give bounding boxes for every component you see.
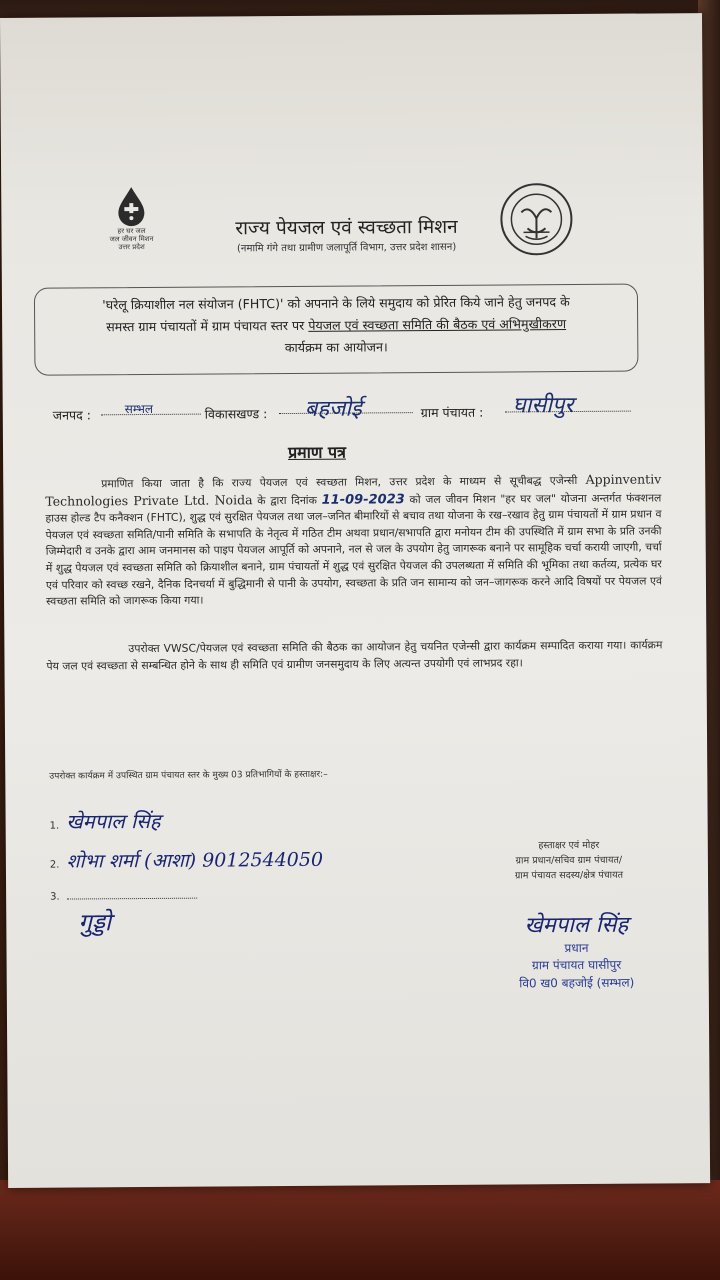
stamp-line-2: वि0 ख0 बहजोई (सम्भल) bbox=[519, 975, 635, 991]
har-ghar-jal-logo bbox=[101, 185, 162, 265]
district-value: सम्भल bbox=[124, 401, 154, 417]
logo-line-2: जल जीवन मिशन bbox=[109, 234, 154, 244]
participant-2-number: 2. bbox=[49, 859, 60, 871]
banner-line-3: कार्यक्रम का आयोजन। bbox=[284, 339, 388, 356]
program-date: 11-09-2023 bbox=[321, 491, 405, 508]
participant-2-signature: शोभा शर्मा (आशा) 9012544050 bbox=[66, 848, 324, 873]
signatory-line-1: हस्ताक्षर एवं मोहर bbox=[538, 839, 600, 852]
document-page bbox=[0, 13, 710, 1188]
banner-line-2 bbox=[43, 313, 629, 339]
signatory-line-3: ग्राम पंचायत सदस्य/क्षेत्र पंचायत bbox=[514, 869, 624, 882]
certificate-paragraph-1 bbox=[45, 471, 662, 610]
up-government-emblem bbox=[499, 182, 574, 257]
block-label: विकासखण्ड : bbox=[204, 406, 268, 422]
participant-3-dotted-line bbox=[67, 898, 197, 900]
participant-1-signature: खेमपाल सिंह bbox=[66, 808, 161, 834]
location-fields bbox=[52, 393, 673, 430]
participant-3 bbox=[50, 891, 197, 903]
participant-1 bbox=[50, 807, 161, 835]
participant-2 bbox=[50, 846, 323, 874]
panchayat-label: ग्राम पंचायत : bbox=[420, 404, 484, 421]
banner-line-2-prefix: समस्त ग्राम पंचायतों में ग्राम पंचायत स्तर पर bbox=[106, 317, 309, 335]
logo-line-3: उत्तर प्रदेश bbox=[118, 242, 145, 252]
mission-subtitle: (नमामि गंगे तथा ग्रामीण जलापूर्ति विभाग, उत्तर प्रदेश शासन) bbox=[236, 241, 457, 255]
stamp-title: प्रधान bbox=[564, 940, 589, 956]
certificate-paragraph-2: उपरोक्त VWSC/पेयजल एवं स्वच्छता समिति की बैठक का आयोजन हेतु चयनित एजेन्सी द्वारा कार्यक्रम सम्पादित कराया गया। कार्यक्रम पेय जल एवं स्वच्छता से सम्बन्धित होने के साथ ही समिति एवं ग्रामीण जनसमुदाय के लिए अत्यन्त उपयोगी एवं लाभप्रद रहा। bbox=[46, 638, 663, 673]
background-bottom bbox=[0, 1180, 720, 1280]
para1-part-a: प्रमाणित किया जाता है कि राज्य पेयजल एवं स्वच्छता मिशन, उत्तर प्रदेश के माध्यम से सूचीबद्ध एजेन्सी bbox=[101, 473, 586, 491]
participants-intro: उपरोक्त कार्यक्रम में उपस्थित ग्राम पंचायत स्तर के मुख्य 03 प्रतिभागियों के हस्ताक्षर:– bbox=[49, 769, 328, 782]
signatory-block bbox=[484, 837, 654, 883]
banner-line-2-underlined: पेयजल एवं स्वच्छता समिति की बैठक एवं अभिमुखीकरण bbox=[308, 316, 567, 333]
participant-1-number: 1. bbox=[49, 820, 60, 832]
panchayat-value: घासीपुर bbox=[512, 393, 574, 419]
participant-3-number: 3. bbox=[50, 891, 60, 903]
para1-part-c: को जल जीवन मिशन "हर घर जल" योजना अन्तर्गत फंक्शनल हाउस होल्ड टैप कनैक्शन (FHTC), शुद्ध एवं सुरक्षित पेयजल तथा जल–जनित बीमारियों से बचाव तथा योजना के रख–रखाव हेतु ग्राम पंचायतों में ग्राम प्रधान व पेयजल एवं स्वच्छता समिति/पानी समिति के सभापति के नेतृत्व में गठित टीम अथवा प्रधान/सभापति द्वारा मनोयन टीम की उपस्थिति में ग्राम सभा के प्रति उनकी जिम्मेदारी व उनके द्वारा आम जनमानस को पाइप पेयजल आपूर्ति को अपनाने, नल से जल के उपयोग हेतु जागरूक बनाने पर सामूहिक चर्चा करायी जाएगी, चर्चा में शुद्ध पेयजल एवं स्वच्छता समिति को क्रियाशील बनाने, ग्राम पंचायतों में शुद्ध एवं सुरक्षित पेयजल की उपलब्धता में समिति की भूमिका तथा कर्तव्य, प्रत्येक घर एवं परिवार को स्वच्छ रखने, दैनिक दिनचर्या में बुद्धिमानी से पानी के उपयोग, स्वच्छता के प्रति जन सामान्य को जन–जागरूक करने आदि विषयों पर पेयजल एवं स्वच्छता समिति को जागरूक किया गया। bbox=[45, 490, 662, 608]
stamp-line-1: ग्राम पंचायत घासीपुर bbox=[531, 957, 622, 973]
participant-3-signature: गुड्डो bbox=[78, 908, 112, 937]
para1-part-b: के द्वारा दिनांक bbox=[252, 493, 322, 507]
water-drop-tap-icon bbox=[114, 185, 148, 227]
up-emblem-icon bbox=[499, 182, 574, 257]
certificate-title: प्रमाण पत्र bbox=[287, 442, 346, 462]
signatory-line-2: ग्राम प्रधान/सचिव ग्राम पंचायत/ bbox=[515, 854, 623, 867]
logo-line-1: हर घर जल bbox=[117, 226, 146, 236]
banner-line-1: 'घरेलू क्रियाशील नल संयोजन (FHTC)' को अपनाने के लिये समुदाय को प्रेरित किये जाने हेतु जनपद के bbox=[102, 294, 570, 313]
agency-name: Appinventiv Technologies Private Ltd. Noida bbox=[45, 471, 662, 509]
block-value: बहजोई bbox=[304, 396, 362, 422]
pradhan-stamp bbox=[476, 908, 677, 992]
pradhan-signature: खेमपाल सिंह bbox=[524, 912, 629, 939]
district-label: जनपद : bbox=[52, 407, 91, 423]
program-banner bbox=[34, 284, 639, 376]
mission-title: राज्य पेयजल एवं स्वच्छता मिशन bbox=[235, 215, 458, 240]
